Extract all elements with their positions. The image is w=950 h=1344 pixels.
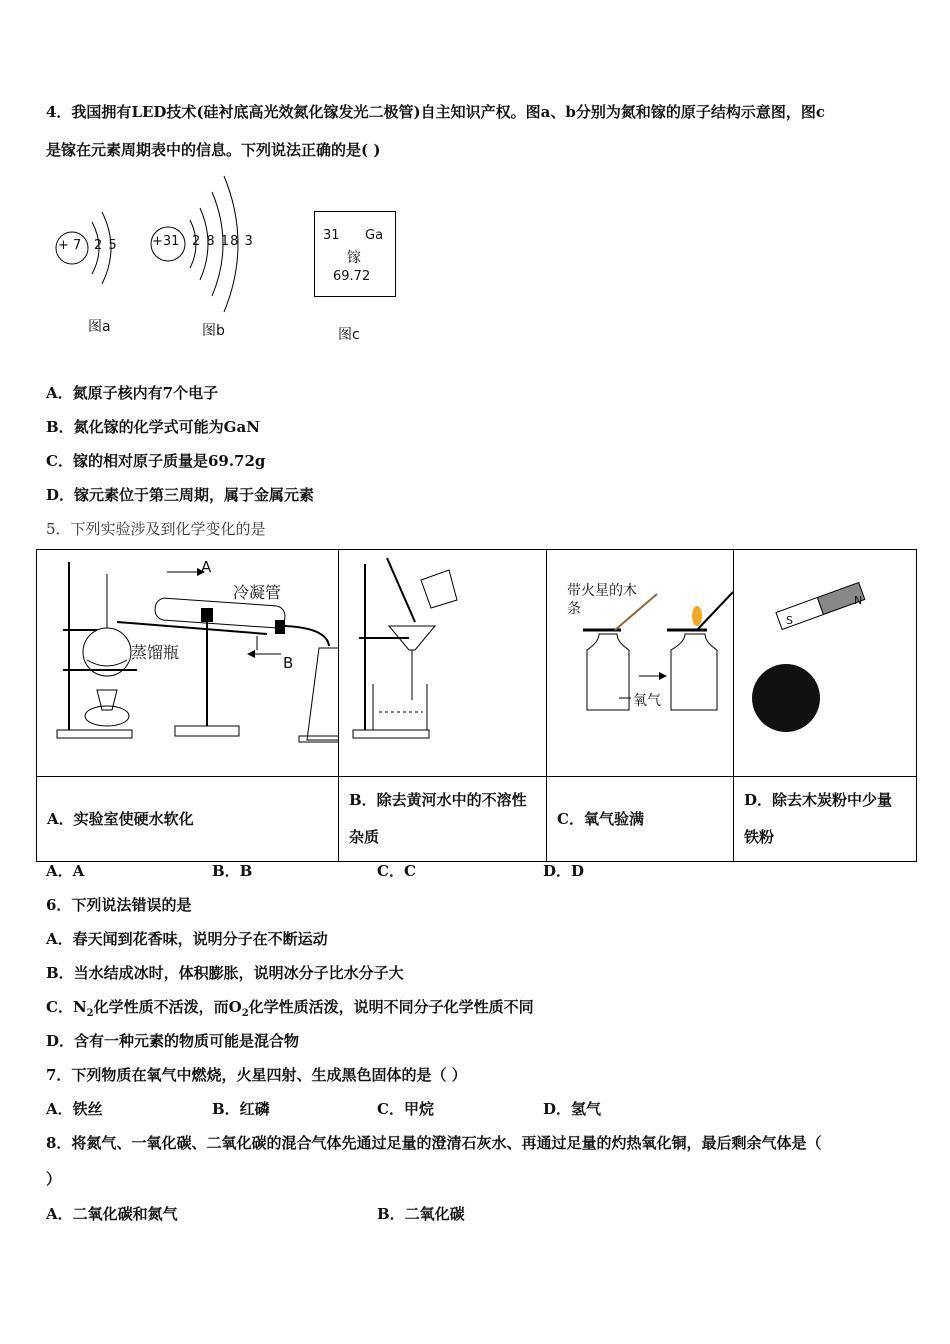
atom-a-shells: 2 5: [94, 238, 118, 253]
q5-pic-b: [339, 550, 547, 777]
q6-option-a: A．春天闻到花香味，说明分子在不断运动: [46, 930, 328, 948]
q5-answer-b: B．B: [212, 862, 253, 880]
q5-stem: 5．下列实验涉及到化学变化的是: [46, 520, 266, 538]
ga-atomic-number: 31: [323, 228, 340, 243]
q5-answer-c: C．C: [377, 862, 416, 880]
nitrogen-atom-diagram: [50, 200, 130, 300]
gallium-periodic-cell: [314, 211, 396, 297]
q6-stem: 6．下列说法错误的是: [46, 896, 192, 914]
wooden-stick-2: [697, 592, 733, 630]
q8-stem-line1: 8．将氮气、一氧化碳、二氧化碳的混合气体先通过足量的澄清石灰水、再通过足量的灼热氧化铜，最后剩余气体是（: [46, 1134, 822, 1152]
q4-stem-line2: 是镓在元素周期表中的信息。下列说法正确的是( ): [46, 141, 381, 159]
q7-option-c: C．甲烷: [377, 1100, 434, 1118]
condenser-label: 冷凝管: [233, 583, 282, 602]
atom-a-nucleus: + 7: [58, 238, 82, 253]
q6-option-b: B．当水结成冰时，体积膨胀，说明冰分子比水分子大: [46, 964, 404, 982]
burner: [85, 706, 129, 726]
q5-cell-c: C．氧气验满: [547, 777, 734, 862]
carbon-powder: [752, 664, 820, 732]
magnet-n-label: N: [854, 594, 863, 607]
flask-label: 蒸馏瓶: [131, 643, 180, 662]
gallium-atom-diagram: [148, 172, 258, 317]
q8-option-a: A．二氧化碳和氮气: [46, 1205, 178, 1223]
distilling-flask: [83, 628, 131, 676]
q6-option-d: D．含有一种元素的物质可能是混合物: [46, 1032, 300, 1050]
gas-bottle-2: [671, 634, 717, 710]
ga-name: 镓: [347, 250, 361, 266]
q4-option-c: C．镓的相对原子质量是69.72g: [46, 452, 266, 470]
magnet-and-powder: [734, 550, 916, 772]
q4-option-b: B．氮化镓的化学式可能为GaN: [46, 418, 260, 436]
q5-cell-b: B．除去黄河水中的不溶性杂质: [339, 777, 547, 862]
q5-answer-d: D．D: [543, 862, 585, 880]
beaker: [373, 684, 427, 730]
q7-option-d: D．氢气: [543, 1100, 602, 1118]
arrow-b-label: B: [283, 654, 294, 672]
q8-option-b: B．二氧化碳: [377, 1205, 465, 1223]
q5-table: [36, 549, 917, 862]
atom-b-nucleus: +31: [152, 234, 180, 249]
q5-pic-a: [37, 550, 339, 777]
pouring-beaker: [421, 570, 457, 608]
gas-bottle-1: [587, 634, 629, 710]
flame: [692, 606, 702, 626]
atom-b-shells: 2 8 18 3: [192, 234, 254, 249]
fig-c-label: 图c: [338, 327, 360, 343]
arrow-a-label: A: [201, 558, 212, 576]
q5-cell-a: A．实验室使硬水软化: [37, 777, 339, 862]
q8-stem-line2: ）: [46, 1170, 62, 1188]
fig-b-label: 图b: [202, 323, 225, 339]
filtration-apparatus: [339, 550, 546, 772]
q5-pic-d: [734, 550, 917, 777]
ga-mass: 69.72: [333, 269, 371, 284]
stick-label: 带火星的木条: [567, 583, 637, 617]
q5-cell-d: D．除去木炭粉中少量铁粉: [734, 777, 917, 862]
magnet-s-half: [776, 598, 824, 630]
ga-symbol: Ga: [365, 228, 384, 243]
q6-option-c: C．$N_2$化学性质不活泼，而$O_2$化学性质活泼，说明不同分子化学性质不同: [46, 998, 534, 1019]
q4-option-a: A．氮原子核内有7个电子: [46, 384, 219, 402]
oxygen-label: 氧气: [633, 693, 661, 709]
q4-option-d: D．镓元素位于第三周期，属于金属元素: [46, 486, 315, 504]
fig-a-label: 图a: [88, 319, 111, 335]
q5-answer-a: A．A: [46, 862, 85, 880]
q7-option-a: A．铁丝: [46, 1100, 103, 1118]
q7-option-b: B．红磷: [212, 1100, 270, 1118]
glass-rod: [387, 558, 415, 622]
q5-pic-c: [547, 550, 734, 777]
q4-stem-line1: 4．我国拥有LED技术(硅衬底高光效氮化镓发光二极管)自主知识产权。图a、b分别为氮和镓的原子结构示意图，图c: [46, 103, 825, 121]
q7-stem: 7．下列物质在氧气中燃烧，火星四射、生成黑色固体的是（ ）: [46, 1066, 467, 1084]
magnet-s-label: S: [786, 614, 793, 627]
